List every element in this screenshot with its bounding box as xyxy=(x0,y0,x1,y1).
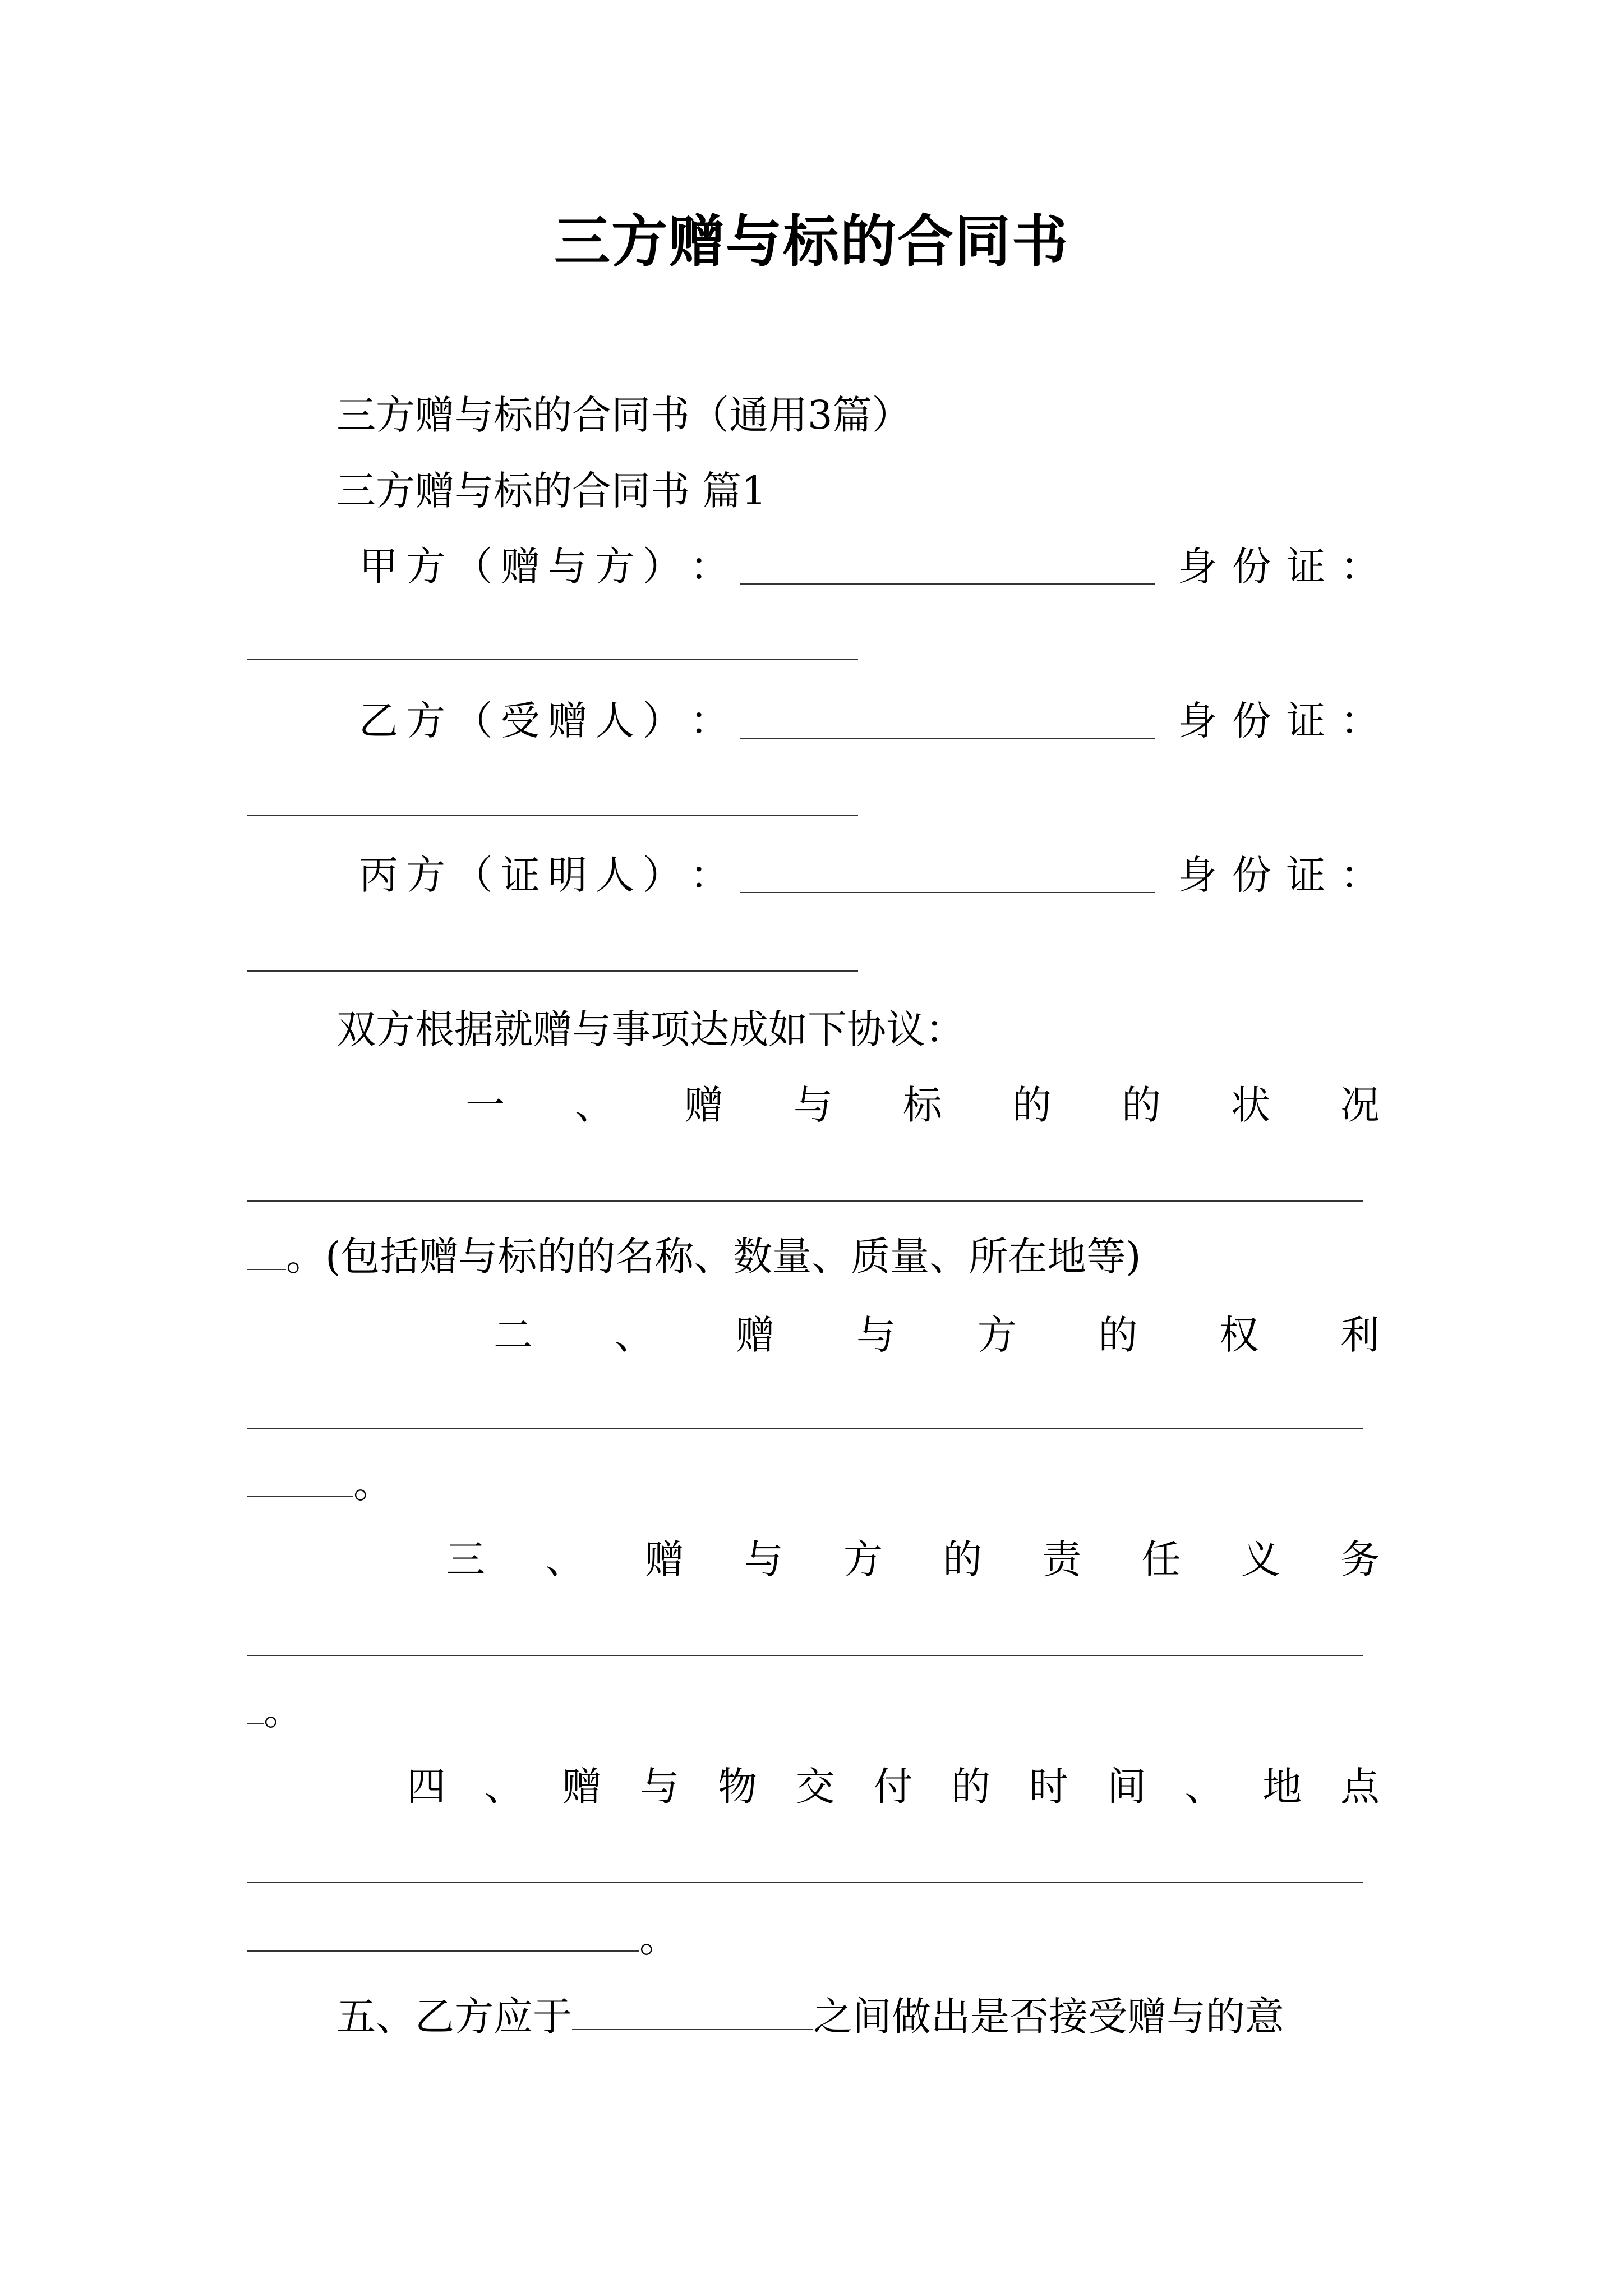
id-blank[interactable] xyxy=(247,970,858,972)
clause-blank[interactable] xyxy=(247,1428,1363,1429)
party-label: 甲 方 （ 赠 与 方 ） ： xyxy=(359,544,729,590)
clause-blank[interactable] xyxy=(247,1882,1363,1883)
clause-heading-text: 三 、 赠 与 方 的 责 任 义 务 xyxy=(446,1536,1380,1582)
party-name-blank[interactable] xyxy=(740,715,1155,739)
clause-blank-short[interactable] xyxy=(247,1230,286,1270)
clause-5-blank[interactable] xyxy=(572,1990,813,2030)
clause-heading xyxy=(446,1531,1380,1588)
clause-blank-short[interactable] xyxy=(247,1911,639,1952)
clause-blank-short[interactable] xyxy=(247,1457,353,1497)
clause-tail: 。 xyxy=(247,1683,303,1739)
clause-blank[interactable] xyxy=(247,1655,1363,1656)
party-row-b xyxy=(359,693,1380,749)
clause-5 xyxy=(336,1989,1284,2045)
subtitle: 三方赠与标的合同书（通用3篇） xyxy=(336,392,911,438)
document-title: 三方赠与标的合同书 xyxy=(554,208,1069,274)
id-label: 身 份 证 ： xyxy=(1178,852,1380,898)
id-label: 身 份 证 ： xyxy=(1178,544,1380,590)
clause-heading-text: 二 、 赠 与 方 的 权 利 xyxy=(494,1312,1380,1358)
clause-blank-short[interactable] xyxy=(247,1684,264,1724)
id-blank[interactable] xyxy=(247,659,858,660)
party-label: 乙 方 （ 受 赠 人 ） ： xyxy=(359,698,729,744)
id-blank[interactable] xyxy=(247,815,858,816)
clause-5-prefix: 五、乙方应于 xyxy=(336,1994,572,2040)
party-name-blank[interactable] xyxy=(740,561,1155,585)
clause-heading xyxy=(465,1077,1380,1133)
party-row-c xyxy=(359,847,1380,903)
party-label: 丙 方 （ 证 明 人 ） ： xyxy=(359,852,729,898)
clause-heading xyxy=(494,1307,1380,1363)
party-row-a xyxy=(359,539,1380,595)
clause-tail: 。 xyxy=(247,1910,679,1966)
party-name-blank[interactable] xyxy=(740,869,1155,893)
clause-heading-text: 四 、 赠 与 物 交 付 的 时 间 、 地 点 xyxy=(407,1764,1380,1810)
clause-tail: 。(包括赠与标的的名称、数量、质量、所在地等) xyxy=(247,1228,1141,1285)
clause-heading-text: 一 、 赠 与 标 的 的 状 况 xyxy=(465,1082,1380,1128)
clause-5-suffix: 之间做出是否接受赠与的意 xyxy=(813,1994,1284,2040)
id-label: 身 份 证 ： xyxy=(1178,698,1380,744)
clause-tail: 。 xyxy=(247,1456,393,1512)
clause-blank[interactable] xyxy=(247,1200,1363,1202)
clause-heading xyxy=(407,1759,1380,1815)
agreement-intro: 双方根据就赠与事项达成如下协议： xyxy=(336,1006,965,1052)
section-heading: 三方赠与标的合同书 篇1 xyxy=(336,468,767,514)
